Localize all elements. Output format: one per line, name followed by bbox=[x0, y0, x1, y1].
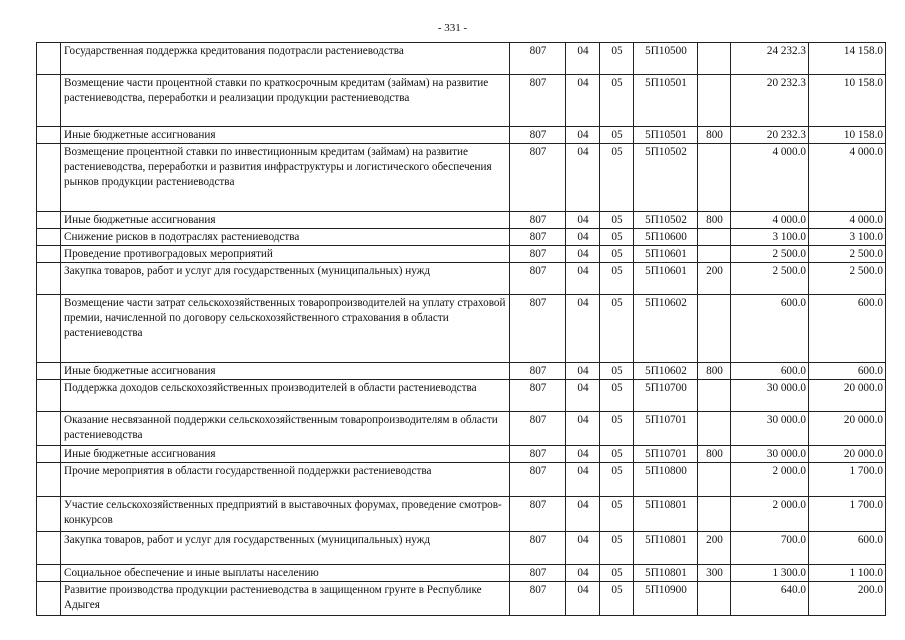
amount-year2-cell: 20 000.0 bbox=[809, 380, 886, 412]
amount-year2-cell: 600.0 bbox=[809, 532, 886, 565]
ministry-code-cell: 807 bbox=[510, 127, 566, 144]
amount-year2-cell: 600.0 bbox=[809, 295, 886, 363]
item-name-cell: Возмещение части затрат сельскохозяйственных товаропроизводителей на уплату страховой премии, начисленной по договору сельскохозяйственного страхования в области растениеводства bbox=[61, 295, 510, 363]
blank-cell bbox=[37, 463, 61, 497]
subsection-code-cell: 05 bbox=[600, 497, 634, 532]
table-row bbox=[37, 532, 886, 565]
expense-type-cell bbox=[698, 582, 731, 616]
section-code-cell: 04 bbox=[566, 582, 600, 616]
amount-year1-cell: 20 232.3 bbox=[731, 127, 809, 144]
amount-year2-cell: 10 158.0 bbox=[809, 75, 886, 127]
expense-type-cell bbox=[698, 229, 731, 246]
amount-year1-cell: 4 000.0 bbox=[731, 144, 809, 212]
table-row bbox=[37, 380, 886, 412]
target-article-cell: 5П10700 bbox=[634, 380, 698, 412]
expense-type-cell bbox=[698, 497, 731, 532]
subsection-code-cell: 05 bbox=[600, 127, 634, 144]
ministry-code-cell: 807 bbox=[510, 497, 566, 532]
target-article-cell: 5П10801 bbox=[634, 565, 698, 582]
amount-year1-cell: 600.0 bbox=[731, 363, 809, 380]
subsection-code-cell: 05 bbox=[600, 363, 634, 380]
ministry-code-cell: 807 bbox=[510, 144, 566, 212]
table-row bbox=[37, 565, 886, 582]
expense-type-cell: 800 bbox=[698, 212, 731, 229]
target-article-cell: 5П10502 bbox=[634, 144, 698, 212]
target-article-cell: 5П10701 bbox=[634, 412, 698, 446]
expense-type-cell bbox=[698, 463, 731, 497]
expense-type-cell bbox=[698, 295, 731, 363]
subsection-code-cell: 05 bbox=[600, 565, 634, 582]
table-row bbox=[37, 229, 886, 246]
expense-type-cell: 300 bbox=[698, 565, 731, 582]
section-code-cell: 04 bbox=[566, 246, 600, 263]
ministry-code-cell: 807 bbox=[510, 43, 566, 75]
amount-year1-cell: 2 500.0 bbox=[731, 263, 809, 295]
expense-type-cell: 200 bbox=[698, 263, 731, 295]
expense-type-cell bbox=[698, 246, 731, 263]
ministry-code-cell: 807 bbox=[510, 263, 566, 295]
table-row bbox=[37, 246, 886, 263]
blank-cell bbox=[37, 380, 61, 412]
ministry-code-cell: 807 bbox=[510, 463, 566, 497]
item-name-cell: Поддержка доходов сельскохозяйственных производителей в области растениеводства bbox=[61, 380, 510, 412]
budget-table bbox=[36, 42, 886, 616]
target-article-cell: 5П10501 bbox=[634, 75, 698, 127]
section-code-cell: 04 bbox=[566, 363, 600, 380]
item-name-cell: Государственная поддержка кредитования подотрасли растениеводства bbox=[61, 43, 510, 75]
blank-cell bbox=[37, 75, 61, 127]
blank-cell bbox=[37, 532, 61, 565]
subsection-code-cell: 05 bbox=[600, 144, 634, 212]
amount-year2-cell: 1 700.0 bbox=[809, 463, 886, 497]
blank-cell bbox=[37, 295, 61, 363]
item-name-cell: Иные бюджетные ассигнования bbox=[61, 127, 510, 144]
subsection-code-cell: 05 bbox=[600, 463, 634, 497]
ministry-code-cell: 807 bbox=[510, 412, 566, 446]
amount-year1-cell: 20 232.3 bbox=[731, 75, 809, 127]
item-name-cell: Проведение противоградовых мероприятий bbox=[61, 246, 510, 263]
ministry-code-cell: 807 bbox=[510, 532, 566, 565]
section-code-cell: 04 bbox=[566, 446, 600, 463]
subsection-code-cell: 05 bbox=[600, 75, 634, 127]
subsection-code-cell: 05 bbox=[600, 532, 634, 565]
table-row bbox=[37, 446, 886, 463]
expense-type-cell bbox=[698, 75, 731, 127]
item-name-cell: Снижение рисков в подотраслях растениеводства bbox=[61, 229, 510, 246]
subsection-code-cell: 05 bbox=[600, 295, 634, 363]
subsection-code-cell: 05 bbox=[600, 412, 634, 446]
amount-year1-cell: 30 000.0 bbox=[731, 446, 809, 463]
expense-type-cell bbox=[698, 380, 731, 412]
amount-year1-cell: 24 232.3 bbox=[731, 43, 809, 75]
expense-type-cell bbox=[698, 43, 731, 75]
item-name-cell: Развитие производства продукции растениеводства в защищенном грунте в Республике Адыгея bbox=[61, 582, 510, 616]
expense-type-cell bbox=[698, 412, 731, 446]
amount-year2-cell: 4 000.0 bbox=[809, 212, 886, 229]
table-row bbox=[37, 127, 886, 144]
expense-type-cell: 200 bbox=[698, 532, 731, 565]
item-name-cell: Возмещение части процентной ставки по краткосрочным кредитам (займам) на развитие растениеводства, переработки и реализации продукции растениеводства bbox=[61, 75, 510, 127]
expense-type-cell bbox=[698, 144, 731, 212]
ministry-code-cell: 807 bbox=[510, 212, 566, 229]
section-code-cell: 04 bbox=[566, 532, 600, 565]
item-name-cell: Прочие мероприятия в области государственной поддержки растениеводства bbox=[61, 463, 510, 497]
blank-cell bbox=[37, 43, 61, 75]
section-code-cell: 04 bbox=[566, 263, 600, 295]
amount-year2-cell: 20 000.0 bbox=[809, 446, 886, 463]
target-article-cell: 5П10502 bbox=[634, 212, 698, 229]
target-article-cell: 5П10602 bbox=[634, 295, 698, 363]
amount-year2-cell: 2 500.0 bbox=[809, 246, 886, 263]
blank-cell bbox=[37, 127, 61, 144]
blank-cell bbox=[37, 263, 61, 295]
blank-cell bbox=[37, 412, 61, 446]
section-code-cell: 04 bbox=[566, 229, 600, 246]
subsection-code-cell: 05 bbox=[600, 263, 634, 295]
table-row bbox=[37, 295, 886, 363]
item-name-cell: Оказание несвязанной поддержки сельскохозяйственным товаропроизводителям в области растениеводства bbox=[61, 412, 510, 446]
section-code-cell: 04 bbox=[566, 463, 600, 497]
amount-year1-cell: 30 000.0 bbox=[731, 412, 809, 446]
table-row bbox=[37, 144, 886, 212]
table-row bbox=[37, 263, 886, 295]
blank-cell bbox=[37, 446, 61, 463]
amount-year1-cell: 600.0 bbox=[731, 295, 809, 363]
item-name-cell: Иные бюджетные ассигнования bbox=[61, 212, 510, 229]
table-row bbox=[37, 463, 886, 497]
section-code-cell: 04 bbox=[566, 497, 600, 532]
ministry-code-cell: 807 bbox=[510, 582, 566, 616]
target-article-cell: 5П10601 bbox=[634, 263, 698, 295]
target-article-cell: 5П10801 bbox=[634, 497, 698, 532]
expense-type-cell: 800 bbox=[698, 363, 731, 380]
ministry-code-cell: 807 bbox=[510, 75, 566, 127]
ministry-code-cell: 807 bbox=[510, 229, 566, 246]
section-code-cell: 04 bbox=[566, 144, 600, 212]
target-article-cell: 5П10701 bbox=[634, 446, 698, 463]
section-code-cell: 04 bbox=[566, 127, 600, 144]
table-row bbox=[37, 363, 886, 380]
section-code-cell: 04 bbox=[566, 380, 600, 412]
blank-cell bbox=[37, 582, 61, 616]
section-code-cell: 04 bbox=[566, 212, 600, 229]
item-name-cell: Участие сельскохозяйственных предприятий в выставочных форумах, проведение смотров-конкурсов bbox=[61, 497, 510, 532]
amount-year2-cell: 200.0 bbox=[809, 582, 886, 616]
blank-cell bbox=[37, 144, 61, 212]
table-row bbox=[37, 582, 886, 616]
blank-cell bbox=[37, 565, 61, 582]
ministry-code-cell: 807 bbox=[510, 380, 566, 412]
blank-cell bbox=[37, 497, 61, 532]
table-row bbox=[37, 497, 886, 532]
amount-year1-cell: 640.0 bbox=[731, 582, 809, 616]
blank-cell bbox=[37, 363, 61, 380]
amount-year2-cell: 1 700.0 bbox=[809, 497, 886, 532]
target-article-cell: 5П10600 bbox=[634, 229, 698, 246]
section-code-cell: 04 bbox=[566, 75, 600, 127]
expense-type-cell: 800 bbox=[698, 127, 731, 144]
page-number: - 331 - bbox=[437, 22, 468, 34]
amount-year2-cell: 10 158.0 bbox=[809, 127, 886, 144]
target-article-cell: 5П10601 bbox=[634, 246, 698, 263]
amount-year1-cell: 2 500.0 bbox=[731, 246, 809, 263]
amount-year2-cell: 20 000.0 bbox=[809, 412, 886, 446]
subsection-code-cell: 05 bbox=[600, 246, 634, 263]
item-name-cell: Иные бюджетные ассигнования bbox=[61, 363, 510, 380]
table-row bbox=[37, 75, 886, 127]
item-name-cell: Закупка товаров, работ и услуг для государственных (муниципальных) нужд bbox=[61, 532, 510, 565]
amount-year2-cell: 600.0 bbox=[809, 363, 886, 380]
subsection-code-cell: 05 bbox=[600, 43, 634, 75]
blank-cell bbox=[37, 229, 61, 246]
ministry-code-cell: 807 bbox=[510, 246, 566, 263]
table-row bbox=[37, 212, 886, 229]
amount-year1-cell: 30 000.0 bbox=[731, 380, 809, 412]
amount-year2-cell: 3 100.0 bbox=[809, 229, 886, 246]
item-name-cell: Социальное обеспечение и иные выплаты населению bbox=[61, 565, 510, 582]
subsection-code-cell: 05 bbox=[600, 212, 634, 229]
section-code-cell: 04 bbox=[566, 295, 600, 363]
item-name-cell: Закупка товаров, работ и услуг для государственных (муниципальных) нужд bbox=[61, 263, 510, 295]
amount-year1-cell: 1 300.0 bbox=[731, 565, 809, 582]
subsection-code-cell: 05 bbox=[600, 229, 634, 246]
target-article-cell: 5П10602 bbox=[634, 363, 698, 380]
amount-year1-cell: 2 000.0 bbox=[731, 497, 809, 532]
target-article-cell: 5П10500 bbox=[634, 43, 698, 75]
subsection-code-cell: 05 bbox=[600, 446, 634, 463]
amount-year1-cell: 4 000.0 bbox=[731, 212, 809, 229]
expense-type-cell: 800 bbox=[698, 446, 731, 463]
target-article-cell: 5П10501 bbox=[634, 127, 698, 144]
section-code-cell: 04 bbox=[566, 43, 600, 75]
amount-year1-cell: 2 000.0 bbox=[731, 463, 809, 497]
blank-cell bbox=[37, 212, 61, 229]
ministry-code-cell: 807 bbox=[510, 363, 566, 380]
section-code-cell: 04 bbox=[566, 565, 600, 582]
section-code-cell: 04 bbox=[566, 412, 600, 446]
ministry-code-cell: 807 bbox=[510, 446, 566, 463]
amount-year2-cell: 1 100.0 bbox=[809, 565, 886, 582]
amount-year2-cell: 14 158.0 bbox=[809, 43, 886, 75]
target-article-cell: 5П10800 bbox=[634, 463, 698, 497]
ministry-code-cell: 807 bbox=[510, 295, 566, 363]
amount-year1-cell: 3 100.0 bbox=[731, 229, 809, 246]
blank-cell bbox=[37, 246, 61, 263]
item-name-cell: Возмещение процентной ставки по инвестиционным кредитам (займам) на развитие растениеводства, переработки и развития инфраструктуры и логистического обеспечения рынков продукции растениеводства bbox=[61, 144, 510, 212]
target-article-cell: 5П10801 bbox=[634, 532, 698, 565]
subsection-code-cell: 05 bbox=[600, 582, 634, 616]
item-name-cell: Иные бюджетные ассигнования bbox=[61, 446, 510, 463]
table-row bbox=[37, 412, 886, 446]
target-article-cell: 5П10900 bbox=[634, 582, 698, 616]
subsection-code-cell: 05 bbox=[600, 380, 634, 412]
table-row bbox=[37, 43, 886, 75]
amount-year2-cell: 2 500.0 bbox=[809, 263, 886, 295]
amount-year2-cell: 4 000.0 bbox=[809, 144, 886, 212]
amount-year1-cell: 700.0 bbox=[731, 532, 809, 565]
ministry-code-cell: 807 bbox=[510, 565, 566, 582]
